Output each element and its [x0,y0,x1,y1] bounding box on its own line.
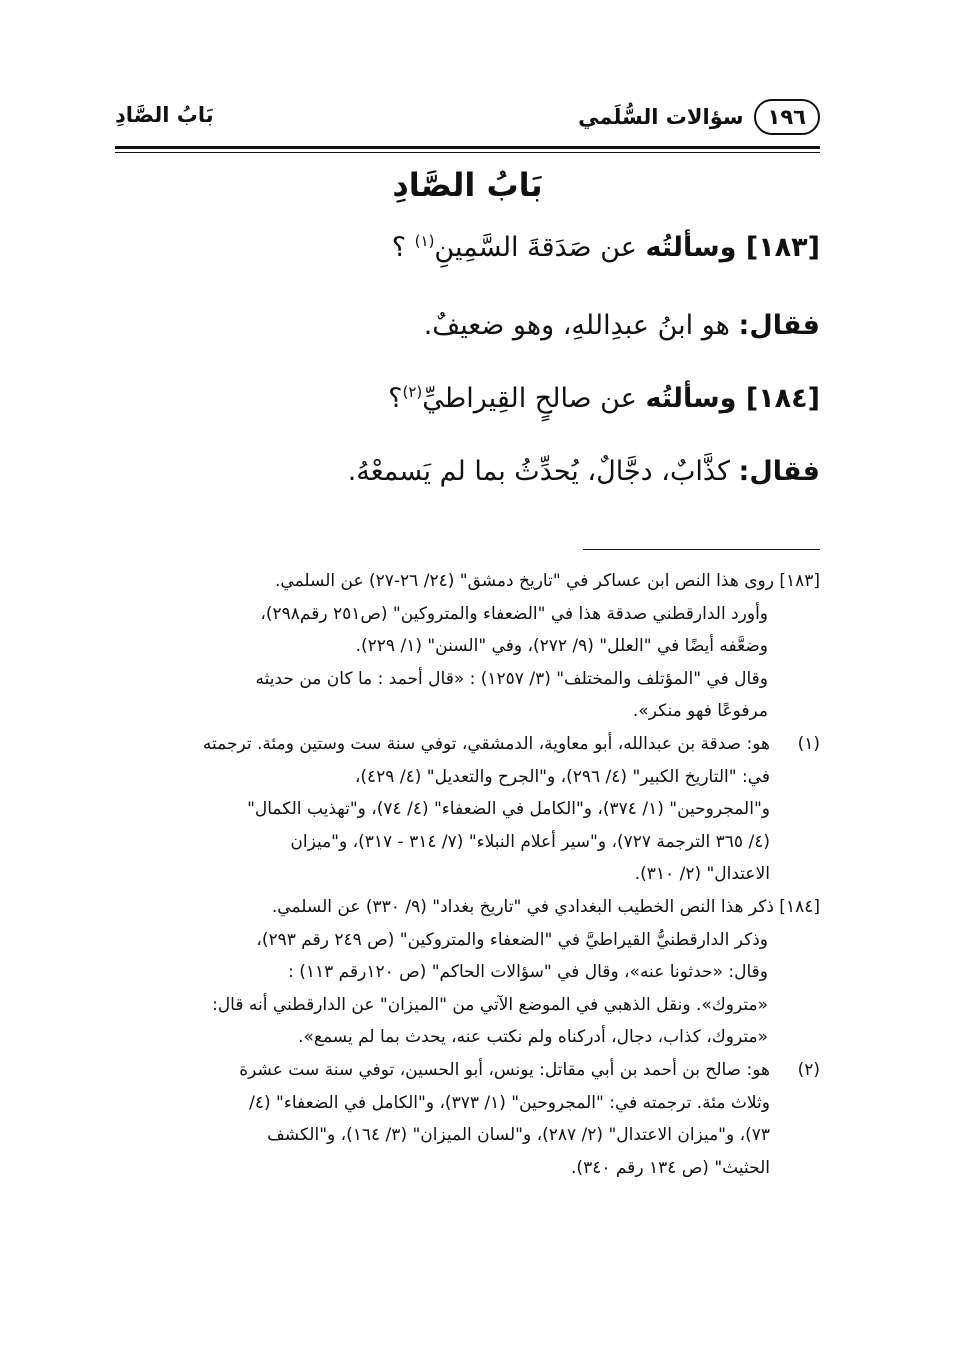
footnote-line: مرفوعًا فهو منكر». [632,701,768,722]
footnote-number: (٢) [797,1059,820,1080]
footnote-line: (٤/ ٣٦٥ الترجمة ٧٢٧)، و"سير أعلام النبلاء" (٧/ ٣١٤ - ٣١٧)، و"ميزان [290,831,770,852]
header-rule-thin [115,152,820,153]
footnote-line: «متروك». ونقل الذهبي في الموضع الآتي من "الميزان" عن الدارقطني أنه قال: [212,994,768,1015]
entry-label: فقال: [738,456,820,487]
footnote-183 [115,565,820,728]
footnote-ref[interactable]: (١) [414,232,435,250]
entry-184-answer [348,456,820,487]
page-number: ١٩٦ [754,99,820,135]
footnote-line: وثلاث مئة. ترجمته في: "المجروحين" (١/ ٣٧٣)، و"الكامل في الضعفاء" (٤/ [249,1092,770,1113]
footnote-line: «متروك، كذاب، دجال، أدركناه ولم نكتب عنه، يحدث بما لم يسمع». [298,1027,768,1048]
footnote-line: وضعَّفه أيضًا في "العلل" (٩/ ٢٧٢)، وفي "السنن" (١/ ٢٢٩). [355,636,768,657]
footnotes [115,565,820,1184]
footnote-line: وقال في "المؤتلف والمختلف" (٣/ ١٢٥٧) : «قال أحمد : ما كان من حديثه [255,668,768,689]
footnote-number: (١) [797,733,820,754]
footnote-separator [583,549,820,550]
entry-label: فقال: [738,310,820,341]
chapter-heading: بَابُ الصَّادِ [392,166,543,204]
footnote-line: [١٨٣] روى هذا النص ابن عساكر في "تاريخ دمشق" (٢٤/ ٢٦-٢٧) عن السلمي. [275,571,820,591]
entry-label: [١٨٤] وسألتُه [645,383,820,414]
footnote-line: في: "التاريخ الكبير" (٤/ ٢٩٦)، و"الجرح والتعديل" (٤/ ٤٢٩)، [354,766,770,787]
footnote-line: هو: صالح بن أحمد بن أبي مقاتل: يونس، أبو الحسين، توفي سنة ست عشرة [239,1059,770,1080]
entry-end: ؟ [391,232,407,263]
book-title: سؤالات السُّلَمي [578,105,744,129]
footnote-2 [115,1054,820,1184]
footnote-line: وذكر الدارقطنيُّ القيراطيَّ في "الضعفاء والمتروكين" (ص ٢٤٩ رقم ٢٩٣)، [256,929,768,950]
footnote-line: وأورد الدارقطني صدقة هذا في "الضعفاء والمتروكين" (ص٢٥١ رقم٢٩٨)، [260,603,768,624]
footnote-line: ٧٣)، و"ميزان الاعتدال" (٢/ ٢٨٧)، و"لسان الميزان" (٣/ ١٦٤)، و"الكشف [267,1125,770,1146]
running-header-chapter: بَابُ الصَّادِ [115,103,214,127]
footnote-line: [١٨٤] ذكر هذا النص الخطيب البغدادي في "تاريخ بغداد" (٩/ ٣٣٠) عن السلمي. [271,896,820,917]
footnote-line: هو: صدقة بن عبدالله، أبو معاوية، الدمشقي، توفي سنة ست وستين ومئة. ترجمته [202,733,770,754]
entry-text: عن صَدَقةَ السَّمِينِ [434,232,637,263]
footnote-184 [115,891,820,1054]
footnote-line: الاعتدال" (٢/ ٣١٠). [634,864,770,885]
entry-text: هو ابنُ عبدِاللهِ، وهو ضعيفٌ. [423,310,730,341]
entry-183-question [392,232,820,263]
entry-end: ؟ [388,383,403,414]
entry-184-question [388,383,820,414]
footnote-1 [115,728,820,891]
entry-text: عن صالحٍ القِيراطيِّ [422,383,637,414]
header-rule-thick [115,146,820,149]
footnote-line: و"المجروحين" (١/ ٣٧٤)، و"الكامل في الضعفاء" (٤/ ٧٤)، و"تهذيب الكمال" [247,799,770,820]
entry-text: كذَّابٌ، دجَّالٌ، يُحدِّثُ بما لم يَسمعْهُ. [347,456,730,487]
footnote-ref[interactable]: (٢) [402,383,423,401]
entry-183-answer [424,310,820,341]
running-header-book-title [578,99,820,135]
page-header [115,95,820,135]
footnote-line: الحثيث" (ص ١٣٤ رقم ٣٤٠). [571,1157,770,1178]
footnote-line: وقال: «حدثونا عنه»، وقال في "سؤالات الحاكم" (ص ١٢٠رقم ١١٣) : [288,962,768,983]
entry-label: [١٨٣] وسألتُه [645,232,820,263]
